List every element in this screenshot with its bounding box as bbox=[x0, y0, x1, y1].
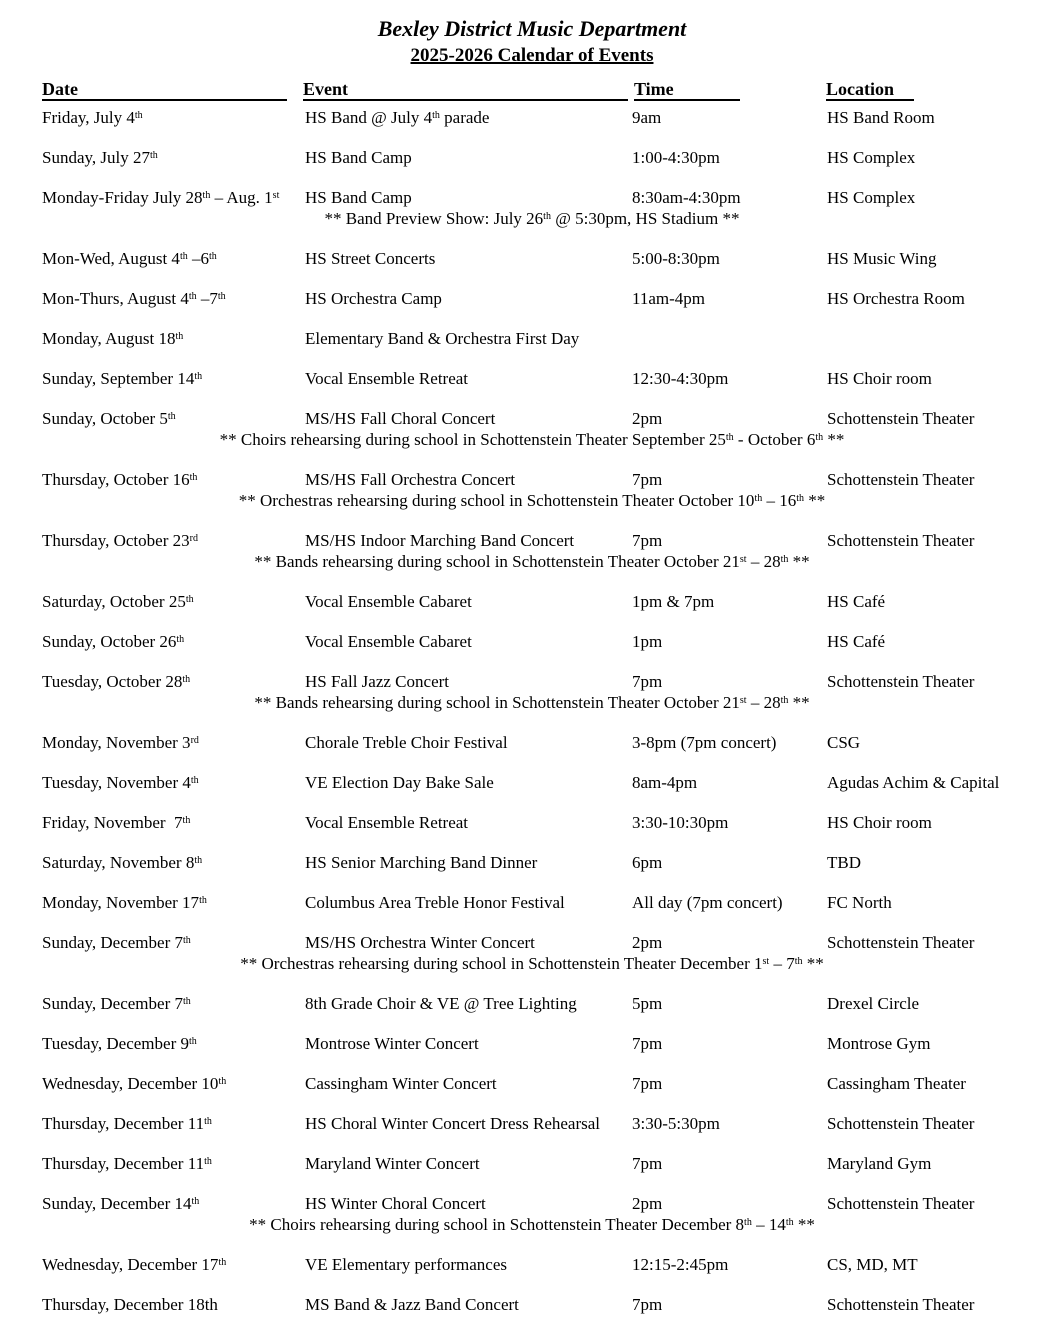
event-location: HS Music Wing bbox=[827, 249, 937, 268]
event-location: HS Orchestra Room bbox=[827, 289, 965, 308]
event-time: 7pm bbox=[632, 1034, 663, 1053]
event-name: VE Election Day Bake Sale bbox=[305, 773, 494, 792]
events-table bbox=[42, 80, 1022, 1314]
event-date: Thursday, December 18th bbox=[42, 1295, 218, 1314]
table-row bbox=[42, 329, 1022, 348]
table-row bbox=[42, 369, 1022, 388]
table-row bbox=[42, 773, 1022, 792]
event-name: HS Fall Jazz Concert bbox=[305, 672, 449, 691]
event-location: Maryland Gym bbox=[827, 1154, 932, 1173]
event-time: 7pm bbox=[632, 470, 663, 489]
event-date: Mon-Thurs, August 4th –7th bbox=[42, 289, 226, 308]
event-name: Maryland Winter Concert bbox=[305, 1154, 480, 1173]
column-header-location: Location bbox=[826, 80, 914, 101]
event-date: Mon-Wed, August 4th –6th bbox=[42, 249, 217, 268]
table-row bbox=[42, 531, 1022, 550]
event-name: HS Senior Marching Band Dinner bbox=[305, 853, 538, 872]
event-location: Cassingham Theater bbox=[827, 1074, 966, 1093]
column-header-event: Event bbox=[303, 80, 628, 101]
event-date: Monday, August 18th bbox=[42, 329, 184, 348]
rehearsal-note: ** Orchestras rehearsing during school in Schottenstein Theater December 1st – 7th ** bbox=[240, 954, 824, 973]
event-time: 1pm & 7pm bbox=[632, 592, 715, 611]
event-date: Saturday, November 8th bbox=[42, 853, 203, 872]
event-location: Schottenstein Theater bbox=[827, 933, 975, 952]
event-name: HS Band Camp bbox=[305, 148, 412, 167]
event-date: Tuesday, December 9th bbox=[42, 1034, 197, 1053]
event-time: 2pm bbox=[632, 933, 663, 952]
event-date: Sunday, September 14th bbox=[42, 369, 203, 388]
table-row bbox=[42, 1255, 1022, 1274]
event-date: Friday, July 4th bbox=[42, 108, 143, 127]
table-row bbox=[42, 1034, 1022, 1053]
event-time: All day (7pm concert) bbox=[632, 893, 783, 912]
event-date: Sunday, July 27th bbox=[42, 148, 158, 167]
event-date: Wednesday, December 10th bbox=[42, 1074, 227, 1093]
event-name: MS/HS Orchestra Winter Concert bbox=[305, 933, 535, 952]
event-time: 5pm bbox=[632, 994, 663, 1013]
table-row bbox=[42, 994, 1022, 1013]
event-date: Monday, November 17th bbox=[42, 893, 207, 912]
table-row bbox=[42, 813, 1022, 832]
event-location: HS Band Room bbox=[827, 108, 935, 127]
table-row bbox=[42, 1194, 1022, 1213]
event-time: 1pm bbox=[632, 632, 663, 651]
event-location: HS Café bbox=[827, 632, 886, 651]
event-date: Sunday, December 7th bbox=[42, 994, 191, 1013]
table-row bbox=[42, 853, 1022, 872]
event-name: Vocal Ensemble Cabaret bbox=[305, 592, 472, 611]
event-name: HS Band @ July 4th parade bbox=[305, 108, 490, 127]
table-row bbox=[42, 289, 1022, 308]
table-row bbox=[42, 470, 1022, 489]
event-name: MS/HS Fall Orchestra Concert bbox=[305, 470, 516, 489]
event-location: CS, MD, MT bbox=[827, 1255, 918, 1274]
event-time: 3:30-5:30pm bbox=[632, 1114, 720, 1133]
event-name: MS/HS Indoor Marching Band Concert bbox=[305, 531, 575, 550]
table-header bbox=[42, 80, 1022, 101]
table-row bbox=[42, 1114, 1022, 1133]
event-location: HS Complex bbox=[827, 188, 916, 207]
event-name: Vocal Ensemble Retreat bbox=[305, 813, 469, 832]
event-name: Cassingham Winter Concert bbox=[305, 1074, 497, 1093]
event-time: 11am-4pm bbox=[632, 289, 706, 308]
event-location: HS Choir room bbox=[827, 369, 932, 388]
table-row bbox=[42, 1154, 1022, 1173]
table-row bbox=[42, 893, 1022, 912]
event-time: 3-8pm (7pm concert) bbox=[632, 733, 777, 752]
rehearsal-note: ** Band Preview Show: July 26th @ 5:30pm, HS Stadium ** bbox=[324, 209, 740, 228]
event-name: Vocal Ensemble Cabaret bbox=[305, 632, 472, 651]
table-row bbox=[42, 733, 1022, 752]
event-time: 7pm bbox=[632, 1074, 663, 1093]
event-date: Saturday, October 25th bbox=[42, 592, 194, 611]
event-date: Sunday, October 26th bbox=[42, 632, 185, 651]
event-name: 8th Grade Choir & VE @ Tree Lighting bbox=[305, 994, 577, 1013]
event-time: 7pm bbox=[632, 672, 663, 691]
table-row bbox=[42, 592, 1022, 611]
document-subtitle: 2025-2026 Calendar of Events bbox=[410, 45, 654, 66]
event-time: 1:00-4:30pm bbox=[632, 148, 720, 167]
column-header-date: Date bbox=[42, 80, 287, 101]
event-date: Wednesday, December 17th bbox=[42, 1255, 227, 1274]
event-name: MS Band & Jazz Band Concert bbox=[305, 1295, 519, 1314]
event-location: HS Café bbox=[827, 592, 886, 611]
event-location: Schottenstein Theater bbox=[827, 1114, 975, 1133]
event-time: 8:30am-4:30pm bbox=[632, 188, 741, 207]
table-row bbox=[42, 1295, 1022, 1314]
event-name: HS Street Concerts bbox=[305, 249, 436, 268]
event-time: 12:15-2:45pm bbox=[632, 1255, 729, 1274]
event-date: Sunday, December 14th bbox=[42, 1194, 200, 1213]
table-row bbox=[42, 1074, 1022, 1093]
table-row bbox=[42, 148, 1022, 167]
event-time: 3:30-10:30pm bbox=[632, 813, 729, 832]
event-time: 7pm bbox=[632, 1154, 663, 1173]
event-date: Tuesday, November 4th bbox=[42, 773, 199, 792]
event-name: HS Band Camp bbox=[305, 188, 412, 207]
event-date: Thursday, October 23rd bbox=[42, 531, 198, 550]
event-location: Schottenstein Theater bbox=[827, 409, 975, 428]
table-row bbox=[42, 108, 1022, 127]
event-date: Thursday, December 11th bbox=[42, 1114, 212, 1133]
event-date: Sunday, December 7th bbox=[42, 933, 191, 952]
event-location: Agudas Achim & Capital bbox=[827, 773, 1000, 792]
event-name: Vocal Ensemble Retreat bbox=[305, 369, 469, 388]
table-row bbox=[42, 409, 1022, 428]
event-location: CSG bbox=[827, 733, 861, 752]
event-name: Montrose Winter Concert bbox=[305, 1034, 479, 1053]
event-name: HS Orchestra Camp bbox=[305, 289, 442, 308]
event-location: Schottenstein Theater bbox=[827, 531, 975, 550]
event-time: 5:00-8:30pm bbox=[632, 249, 720, 268]
event-location: FC North bbox=[827, 893, 892, 912]
rehearsal-note: ** Choirs rehearsing during school in Schottenstein Theater December 8th – 14th ** bbox=[249, 1215, 815, 1234]
event-name: Columbus Area Treble Honor Festival bbox=[305, 893, 565, 912]
event-location: HS Choir room bbox=[827, 813, 932, 832]
event-location: TBD bbox=[827, 853, 861, 872]
table-row bbox=[42, 632, 1022, 651]
event-name: HS Choral Winter Concert Dress Rehearsal bbox=[305, 1114, 601, 1133]
event-time: 12:30-4:30pm bbox=[632, 369, 729, 388]
event-name: HS Winter Choral Concert bbox=[305, 1194, 486, 1213]
event-location: Schottenstein Theater bbox=[827, 1194, 975, 1213]
event-time: 2pm bbox=[632, 1194, 663, 1213]
rehearsal-note: ** Bands rehearsing during school in Schottenstein Theater October 21st – 28th ** bbox=[254, 693, 810, 712]
event-location: Schottenstein Theater bbox=[827, 1295, 975, 1314]
event-date: Monday-Friday July 28th – Aug. 1st bbox=[42, 188, 280, 207]
event-time: 2pm bbox=[632, 409, 663, 428]
event-time: 9am bbox=[632, 108, 662, 127]
event-name: Elementary Band & Orchestra First Day bbox=[305, 329, 580, 348]
event-location: Schottenstein Theater bbox=[827, 672, 975, 691]
rehearsal-note: ** Bands rehearsing during school in Schottenstein Theater October 21st – 28th ** bbox=[254, 552, 810, 571]
event-time: 7pm bbox=[632, 1295, 663, 1314]
event-date: Tuesday, October 28th bbox=[42, 672, 191, 691]
rehearsal-note: ** Choirs rehearsing during school in Schottenstein Theater September 25th - October 6th ** bbox=[219, 430, 845, 449]
event-date: Thursday, October 16th bbox=[42, 470, 198, 489]
event-date: Friday, November 7th bbox=[42, 813, 191, 832]
event-location: Drexel Circle bbox=[827, 994, 920, 1013]
event-date: Sunday, October 5th bbox=[42, 409, 176, 428]
table-row bbox=[42, 672, 1022, 691]
event-time: 7pm bbox=[632, 531, 663, 550]
table-row bbox=[42, 249, 1022, 268]
document-title: Bexley District Music Department bbox=[377, 16, 687, 41]
event-location: HS Complex bbox=[827, 148, 916, 167]
event-name: Chorale Treble Choir Festival bbox=[305, 733, 508, 752]
event-name: VE Elementary performances bbox=[305, 1255, 508, 1274]
event-time: 8am-4pm bbox=[632, 773, 698, 792]
table-row bbox=[42, 188, 1022, 207]
event-date: Monday, November 3rd bbox=[42, 733, 199, 752]
event-time: 6pm bbox=[632, 853, 663, 872]
table-row bbox=[42, 933, 1022, 952]
event-name: MS/HS Fall Choral Concert bbox=[305, 409, 496, 428]
event-location: Schottenstein Theater bbox=[827, 470, 975, 489]
event-date: Thursday, December 11th bbox=[42, 1154, 212, 1173]
rehearsal-note: ** Orchestras rehearsing during school in Schottenstein Theater October 10th – 16th ** bbox=[238, 491, 826, 510]
column-header-time: Time bbox=[634, 80, 740, 101]
event-location: Montrose Gym bbox=[827, 1034, 931, 1053]
